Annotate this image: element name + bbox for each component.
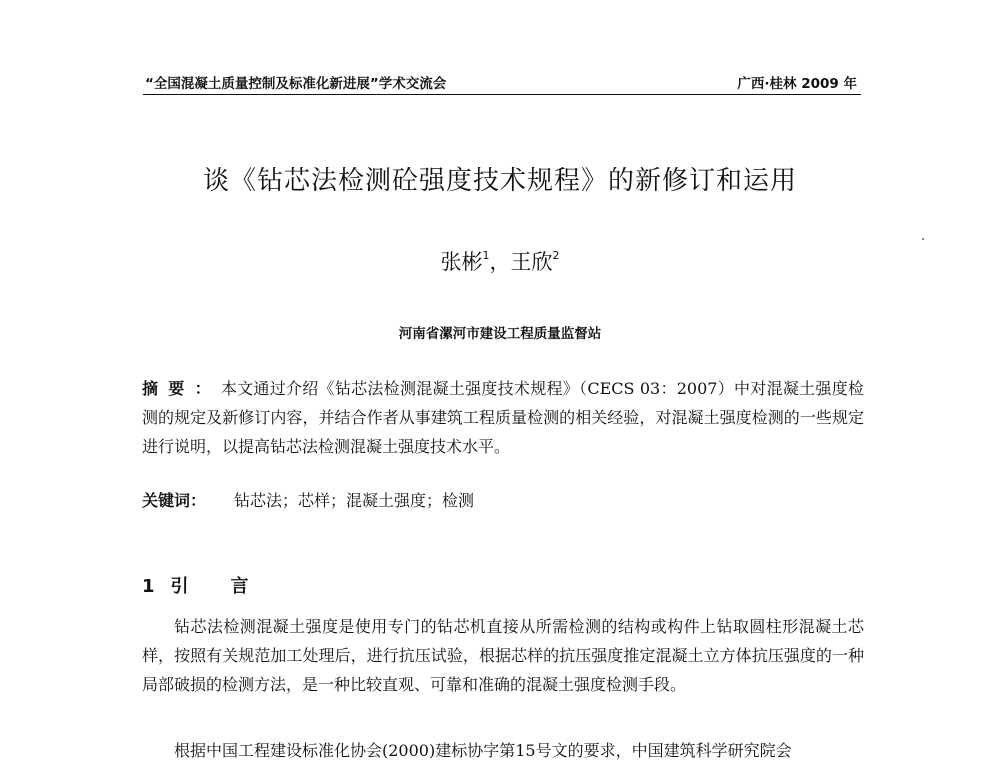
running-header — [143, 72, 861, 95]
section-number: 1 — [142, 576, 155, 597]
author-line — [0, 246, 1000, 276]
author-1-name: 张彬 — [440, 250, 483, 274]
scan-speck — [922, 238, 924, 240]
affiliation: 河南省漯河市建设工程质量监督站 — [398, 326, 602, 342]
header-conference-name: “全国混凝土质量控制及标准化新进展”学术交流会 — [145, 76, 447, 92]
abstract — [142, 374, 864, 461]
section-title: 引言 — [170, 576, 291, 597]
keywords-label: 关键词： — [142, 491, 207, 510]
paper-title: 谈《钻芯法检测砼强度技术规程》的新修订和运用 — [202, 166, 797, 196]
author-separator: ， — [489, 250, 511, 274]
keywords-text: 钻芯法；芯样；混凝土强度；检测 — [234, 491, 475, 510]
abstract-text: 本文通过介绍《钻芯法检测混凝土强度技术规程》（CECS 03：2007）中对混凝土强度检测的规定及新修订内容，并结合作者从事建筑工程质量检测的相关经验，对混凝土强度检测的一些规定进行说明，以提高钻芯法检测混凝土强度技术水平。 — [142, 379, 864, 456]
section-heading-introduction — [142, 572, 291, 598]
body-paragraph: 钻芯法检测混凝土强度是使用专门的钻芯机直接从所需检测的结构或构件上钻取圆柱形混凝土芯样，按照有关规范加工处理后，进行抗压试验，根据芯样的抗压强度推定混凝土立方体抗压强度的一种局部破损的检测方法，是一种比较直观、可靠和准确的混凝土强度检测手段。 — [142, 617, 864, 694]
header-location-year: 广西·桂林 2009 年 — [737, 76, 857, 92]
author-1-affiliation-mark: 1 — [482, 249, 490, 262]
keywords — [142, 487, 864, 515]
author-2-name: 王欣 — [510, 250, 553, 274]
body-paragraph: 根据中国工程建设标准化协会(2000)建标协字第15号文的要求，中国建筑科学研究院会 — [174, 741, 792, 760]
author-2-affiliation-mark: 2 — [552, 249, 560, 262]
abstract-label: 摘要： — [142, 379, 221, 398]
